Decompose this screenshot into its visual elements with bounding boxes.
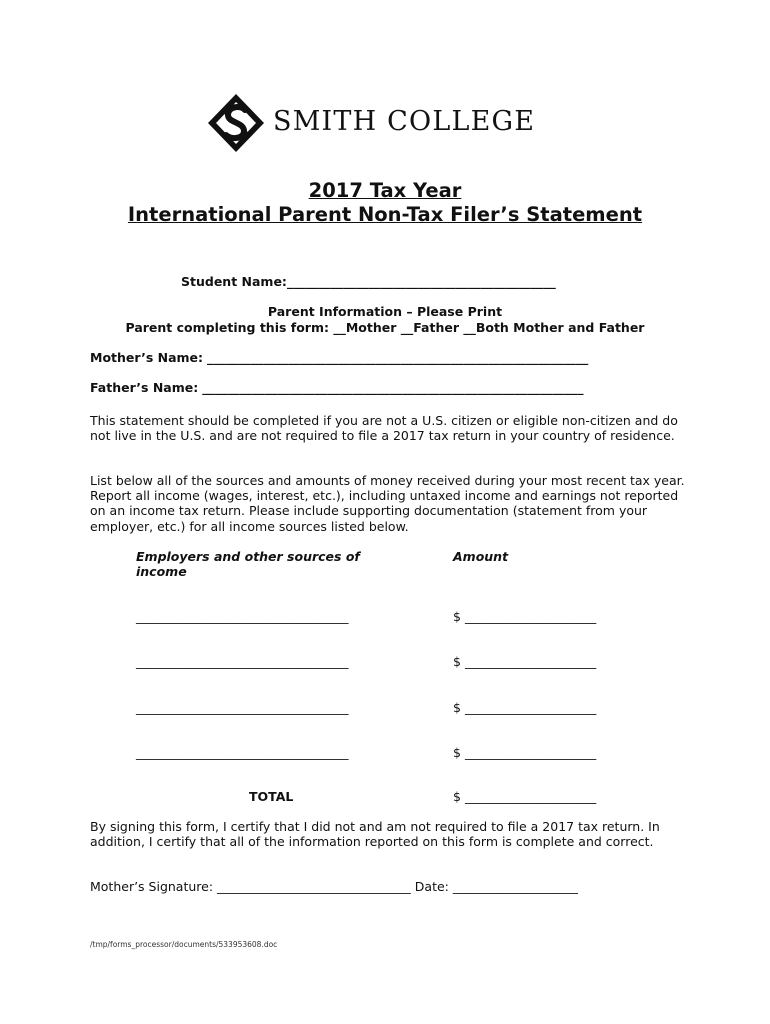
mother-name-field[interactable]: _____________________________________________________________ bbox=[207, 350, 589, 365]
total-amount-row bbox=[453, 789, 596, 804]
student-name-row bbox=[181, 274, 556, 289]
college-name: SMITH COLLEGE bbox=[273, 106, 536, 137]
income-amount-field-2[interactable]: _____________________ bbox=[464, 654, 597, 669]
income-amount-field-1[interactable]: _____________________ bbox=[464, 609, 597, 624]
currency-symbol: $ bbox=[453, 700, 461, 715]
instructions-paragraph: List below all of the sources and amounts of money received during your most recent tax year. Report all income (wages, interest, etc.), including untaxed income and earnings not reported on an income tax return. Please include supporting documentation (statement from your employer, etc.) for all income sources listed below. bbox=[90, 473, 685, 534]
total-label: TOTAL bbox=[249, 789, 294, 804]
mother-signature-label: Mother’s Signature: bbox=[90, 879, 214, 894]
income-amount-field-3[interactable]: _____________________ bbox=[464, 700, 597, 715]
parent-completing-line[interactable]: Parent completing this form: __Mother __Father __Both Mother and Father bbox=[125, 320, 645, 335]
father-name-row bbox=[90, 380, 583, 395]
date-field[interactable]: ____________________ bbox=[452, 879, 578, 894]
mother-name-row bbox=[90, 350, 588, 365]
currency-symbol: $ bbox=[453, 789, 461, 804]
smith-college-seal-icon bbox=[208, 94, 264, 152]
student-name-label: Student Name: bbox=[181, 274, 287, 289]
income-amount-row-3 bbox=[453, 700, 596, 715]
form-title-year: 2017 Tax Year bbox=[308, 179, 462, 202]
document-path: /tmp/forms_processor/documents/533953608.doc bbox=[90, 940, 278, 949]
currency-symbol: $ bbox=[453, 654, 461, 669]
certification-paragraph: By signing this form, I certify that I did not and am not required to file a 2017 tax return. In addition, I certify that all of the information reported on this form is complete and correct. bbox=[90, 819, 660, 850]
income-source-field-2[interactable]: __________________________________ bbox=[136, 654, 349, 669]
income-source-field-1[interactable]: __________________________________ bbox=[136, 609, 349, 624]
signature-row bbox=[90, 879, 578, 894]
parent-info-heading: Parent Information – Please Print bbox=[267, 304, 503, 319]
father-name-field[interactable]: _____________________________________________________________ bbox=[202, 380, 584, 395]
income-amount-row-2 bbox=[453, 654, 596, 669]
amount-column-header: Amount bbox=[453, 549, 509, 564]
currency-symbol: $ bbox=[453, 745, 461, 760]
income-amount-row-1 bbox=[453, 609, 596, 624]
statement-paragraph: This statement should be completed if you are not a U.S. citizen or eligible non-citizen and do not live in the U.S. and are not required to file a 2017 tax return in your country of residence. bbox=[90, 413, 678, 444]
student-name-field[interactable]: ___________________________________________ bbox=[286, 274, 556, 289]
mother-signature-field[interactable]: _______________________________ bbox=[217, 879, 411, 894]
form-title: International Parent Non-Tax Filer’s Statement bbox=[127, 203, 643, 226]
income-amount-field-4[interactable]: _____________________ bbox=[464, 745, 597, 760]
total-amount-field[interactable]: _____________________ bbox=[464, 789, 597, 804]
income-source-column-header: Employers and other sources of income bbox=[136, 549, 360, 579]
currency-symbol: $ bbox=[453, 609, 461, 624]
date-label: Date: bbox=[414, 879, 449, 894]
income-amount-row-4 bbox=[453, 745, 596, 760]
income-source-field-3[interactable]: __________________________________ bbox=[136, 700, 349, 715]
mother-name-label: Mother’s Name: bbox=[90, 350, 204, 365]
income-source-field-4[interactable]: __________________________________ bbox=[136, 745, 349, 760]
father-name-label: Father’s Name: bbox=[90, 380, 199, 395]
